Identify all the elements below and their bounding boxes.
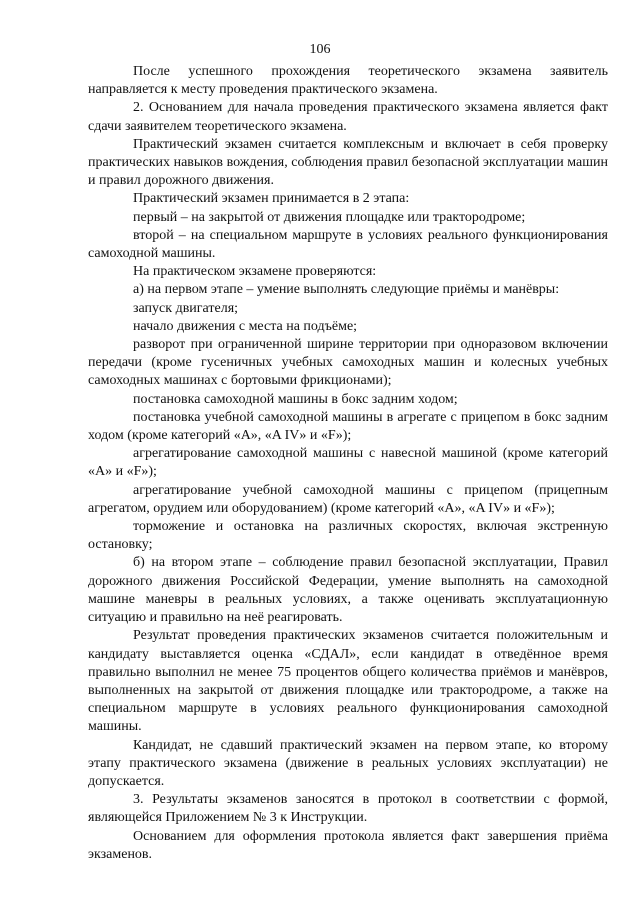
list-item: начало движения с места на подъёме; xyxy=(133,318,358,334)
paragraph: Результат проведения практических экзаменов считается положительным и кандидату выставляется оценка «СДАЛ», если кандидат в отведённое время правильно выполнил не менее 75 процентов общего количества приёмов и манёвров, выполненных на закрытой от движения площадке или трактородроме, а также на специальном маршруте в условиях реального функционирования самоходной машины. xyxy=(88,628,608,735)
list-item: а) на первом этапе – умение выполнять следующие приёмы и манёвры: xyxy=(133,282,560,298)
paragraph: 3. Результаты экзаменов заносятся в протокол в соответствии с формой, являющейся Приложением № 3 к Инструкции. xyxy=(88,792,608,826)
list-item: агрегатирование учебной самоходной машины с прицепом (прицепным агрегатом, орудием или оборудованием) (кроме категорий «А», «A IV» и «F»); xyxy=(88,482,608,516)
list-item: запуск двигателя; xyxy=(133,300,239,316)
page-number: 106 xyxy=(309,42,331,57)
paragraph: После успешного прохождения теоретического экзамена заявитель направляется к месту проведения практического экзамена. xyxy=(88,64,608,98)
paragraph: Основанием для оформления протокола является факт завершения приёма экзаменов. xyxy=(88,828,608,862)
list-item: второй – на специальном маршруте в условиях реального функционирования самоходной машины. xyxy=(88,227,608,262)
paragraph: Практический экзамен считается комплексным и включает в себя проверку практических навыков вождения, соблюдения правил безопасной эксплуатации машин и правил дорожного движения. xyxy=(88,136,608,189)
list-item: агрегатирование самоходной машины с навесной машиной (кроме категорий «А» и «F»); xyxy=(88,446,608,480)
paragraph: Кандидат, не сдавший практический экзамен на первом этапе, ко второму этапу практического экзамена (движение в реальных условиях эксплуатации) не допускается. xyxy=(88,737,608,789)
document-body xyxy=(88,63,608,864)
list-item: б) на втором этапе – соблюдение правил безопасной эксплуатации, Правил дорожного движения Российской Федерации, умение выполнять на самоходной машине маневры в реальных условиях, а также оценивать эксплуатационную ситуацию и правильно на неё реагировать. xyxy=(88,555,608,626)
list-item: постановка учебной самоходной машины в агрегате с прицепом в бокс задним ходом (кроме категорий «А», «A IV» и «F»); xyxy=(88,409,608,444)
list-item: торможение и остановка на различных скоростях, включая экстренную остановку; xyxy=(88,519,608,553)
paragraph: 2. Основанием для начала проведения практического экзамена является факт сдачи заявителем теоретического экзамена. xyxy=(88,100,608,134)
paragraph: Практический экзамен принимается в 2 этапа: xyxy=(133,191,410,207)
list-item: разворот при ограниченной ширине территории при одноразовом включении передачи (кроме гусеничных учебных самоходных машин и колесных учебных самоходных машинах с бортовыми фрикционами); xyxy=(88,337,608,389)
list-item: постановка самоходной машины в бокс задним ходом; xyxy=(133,391,458,407)
list-item: первый – на закрытой от движения площадке или трактородроме; xyxy=(133,209,526,225)
paragraph: На практическом экзамене проверяются: xyxy=(133,264,377,280)
